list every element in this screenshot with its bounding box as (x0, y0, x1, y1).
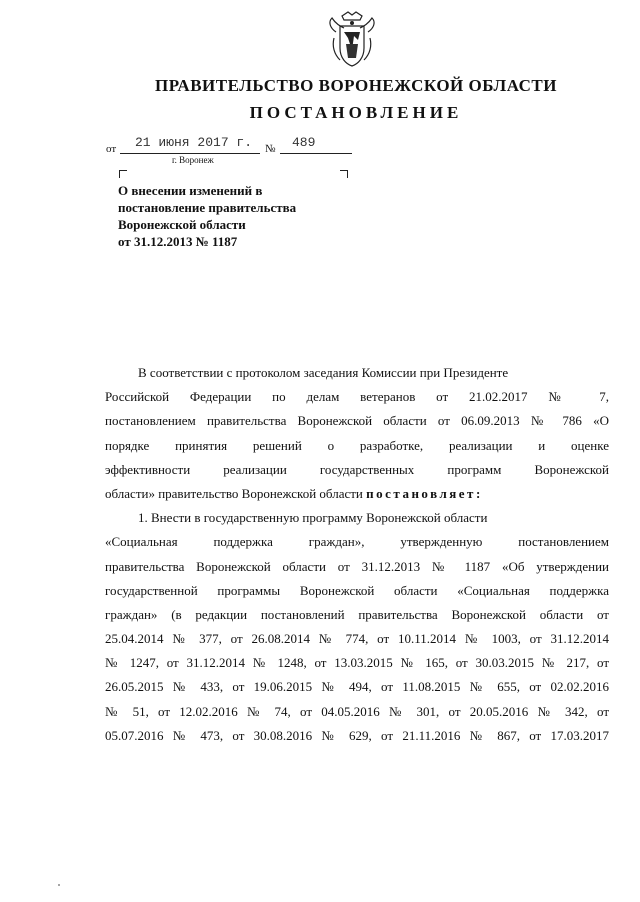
date-prefix: от (106, 143, 117, 155)
body-line: Российской Федерации по делам ветеранов от 21.02.2017 № 7, (105, 389, 609, 405)
document-subject (118, 182, 358, 250)
body-line: 05.07.2016 № 473, от 30.08.2016 № 629, от 21.11.2016 № 867, от 17.03.2017 (105, 727, 609, 743)
body-line: порядке принятия решений о разработке, реализации и оценке (105, 437, 609, 453)
date-underline (120, 153, 260, 154)
subject-line: О внесении изменений в (118, 183, 263, 198)
body-line: эффективности реализации государственных программ Воронежской (105, 461, 609, 477)
resolve-word: постановляет: (366, 485, 483, 501)
body-line-text: области» правительство Воронежской области (105, 485, 367, 501)
document-body (105, 361, 609, 748)
body-line: граждан» (в редакции постановлений правительства Воронежской области от (105, 606, 609, 622)
coat-of-arms-emblem (326, 10, 378, 68)
subject-line: постановление правительства (118, 200, 297, 215)
number-underline (280, 153, 352, 154)
date-value: 21 июня 2017 г. (135, 135, 253, 150)
body-line: № 1247, от 31.12.2014 № 1248, от 13.03.2015 № 165, от 30.03.2015 № 217, от (105, 655, 609, 671)
right-corner-mark (340, 170, 348, 178)
body-line: № 51, от 12.02.2016 № 74, от 04.05.2016 № 301, от 20.05.2016 № 342, от (105, 703, 609, 719)
body-line-resolve (105, 482, 609, 506)
left-corner-mark (119, 170, 127, 178)
number-value: 489 (292, 135, 316, 150)
city-label: г. Воронеж (172, 155, 214, 165)
body-line: 25.04.2014 № 377, от 26.08.2014 № 774, от 10.11.2014 № 1003, от 31.12.2014 (105, 631, 609, 647)
body-line: постановлением правительства Воронежской области от 06.09.2013 № 786 «О (105, 413, 609, 429)
body-line: 26.05.2015 № 433, от 19.06.2015 № 494, от 11.08.2015 № 655, от 02.02.2016 (105, 679, 609, 695)
number-prefix: № (265, 143, 276, 155)
organization-title: ПРАВИТЕЛЬСТВО ВОРОНЕЖСКОЙ ОБЛАСТИ (154, 76, 557, 95)
body-line: государственной программы Воронежской области «Социальная поддержка (105, 582, 609, 598)
subject-line: от 31.12.2013 № 1187 (118, 234, 238, 249)
document-type-title: ПОСТАНОВЛЕНИЕ (249, 103, 463, 122)
subject-line: Воронежской области (118, 217, 246, 232)
body-line: правительства Воронежской области от 31.12.2013 № 1187 «Об утверждении (105, 558, 609, 574)
body-line: В соответствии с протоколом заседания Комиссии при Президенте (138, 365, 509, 380)
body-line: 1. Внести в государственную программу Воронежской области (138, 510, 488, 526)
scan-speck (58, 884, 60, 886)
body-line: «Социальная поддержка граждан», утвержденную постановлением (105, 534, 609, 550)
